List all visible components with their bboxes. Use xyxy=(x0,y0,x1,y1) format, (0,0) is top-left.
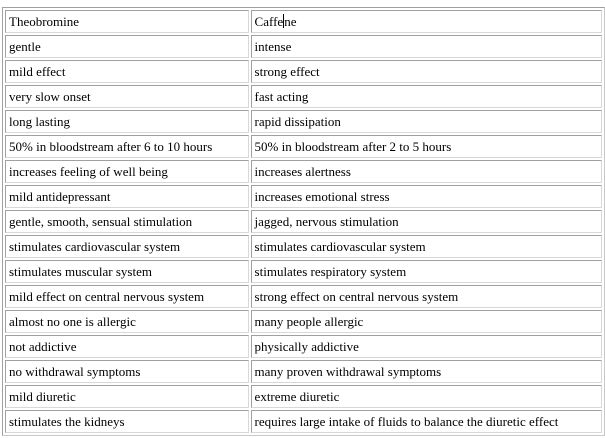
table-cell-caffeine[interactable]: increases alertness xyxy=(251,160,602,183)
table-cell-caffeine[interactable]: many proven withdrawal symptoms xyxy=(251,360,602,383)
table-row xyxy=(5,210,602,233)
table-cell-theobromine[interactable]: stimulates muscular system xyxy=(5,260,249,283)
table-cell-theobromine[interactable]: long lasting xyxy=(5,110,249,133)
table-cell-theobromine[interactable]: stimulates the kidneys xyxy=(5,410,249,433)
table-row xyxy=(5,410,602,433)
table-cell-theobromine[interactable]: not addictive xyxy=(5,335,249,358)
table-row xyxy=(5,60,602,83)
table-row xyxy=(5,185,602,208)
table-cell-theobromine[interactable]: no withdrawal symptoms xyxy=(5,360,249,383)
table-cell-caffeine[interactable]: jagged, nervous stimulation xyxy=(251,210,602,233)
table-row xyxy=(5,335,602,358)
table-row xyxy=(5,310,602,333)
table-header-row xyxy=(5,10,602,33)
table-cell-theobromine[interactable]: stimulates cardiovascular system xyxy=(5,235,249,258)
table-row xyxy=(5,285,602,308)
table-row xyxy=(5,235,602,258)
table-cell-caffeine[interactable]: many people allergic xyxy=(251,310,602,333)
table-cell-theobromine[interactable]: 50% in bloodstream after 6 to 10 hours xyxy=(5,135,249,158)
table-cell-caffeine[interactable]: fast acting xyxy=(251,85,602,108)
table-cell-caffeine[interactable]: stimulates cardiovascular system xyxy=(251,235,602,258)
table-cell-caffeine[interactable]: 50% in bloodstream after 2 to 5 hours xyxy=(251,135,602,158)
table-row xyxy=(5,360,602,383)
table-cell-theobromine[interactable]: mild effect on central nervous system xyxy=(5,285,249,308)
table-cell-caffeine[interactable]: strong effect xyxy=(251,60,602,83)
table-cell-caffeine[interactable]: physically addictive xyxy=(251,335,602,358)
table-cell-caffeine[interactable]: extreme diuretic xyxy=(251,385,602,408)
comparison-table-wrapper xyxy=(2,7,605,436)
table-row xyxy=(5,260,602,283)
table-cell-caffeine[interactable]: intense xyxy=(251,35,602,58)
header-label-caffeine-part1: Caffe xyxy=(254,14,284,29)
table-cell-caffeine[interactable]: requires large intake of fluids to balance the diuretic effect xyxy=(251,410,602,433)
table-cell-caffeine[interactable]: strong effect on central nervous system xyxy=(251,285,602,308)
table-cell-theobromine[interactable]: gentle xyxy=(5,35,249,58)
header-cell-theobromine[interactable] xyxy=(5,10,249,33)
table-row xyxy=(5,160,602,183)
table-row xyxy=(5,35,602,58)
table-row xyxy=(5,385,602,408)
comparison-table-body xyxy=(5,10,602,433)
table-cell-caffeine[interactable]: stimulates respiratory system xyxy=(251,260,602,283)
table-cell-caffeine[interactable]: increases emotional stress xyxy=(251,185,602,208)
table-row xyxy=(5,135,602,158)
table-cell-theobromine[interactable]: mild antidepressant xyxy=(5,185,249,208)
table-cell-theobromine[interactable]: almost no one is allergic xyxy=(5,310,249,333)
header-label-theobromine: Theobromine xyxy=(9,14,80,29)
header-label-caffeine-part2: ne xyxy=(284,14,297,29)
table-cell-theobromine[interactable]: increases feeling of well being xyxy=(5,160,249,183)
table-row xyxy=(5,85,602,108)
table-row xyxy=(5,110,602,133)
table-cell-theobromine[interactable]: mild diuretic xyxy=(5,385,249,408)
table-cell-theobromine[interactable]: gentle, smooth, sensual stimulation xyxy=(5,210,249,233)
table-cell-caffeine[interactable]: rapid dissipation xyxy=(251,110,602,133)
header-cell-caffeine[interactable] xyxy=(251,10,602,33)
table-cell-theobromine[interactable]: mild effect xyxy=(5,60,249,83)
table-cell-theobromine[interactable]: very slow onset xyxy=(5,85,249,108)
comparison-table xyxy=(2,7,605,436)
